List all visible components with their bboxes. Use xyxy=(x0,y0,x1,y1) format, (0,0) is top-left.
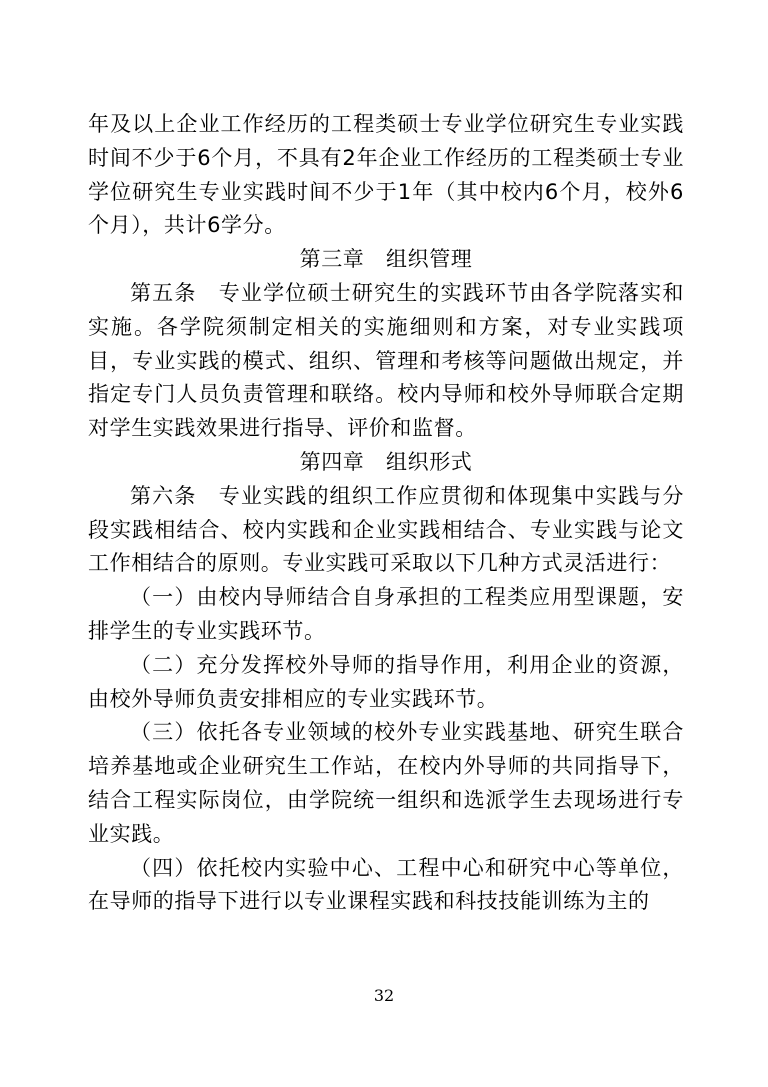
article-6-paragraph: 第六条 专业实践的组织工作应贯彻和体现集中实践与分段实践相结合、校内实践和企业实践相结合、专业实践与论文工作相结合的原则。专业实践可采取以下几种方式灵活进行： xyxy=(88,483,684,576)
document-body xyxy=(88,108,684,919)
article-5-paragraph: 第五条 专业学位硕士研究生的实践环节由各学院落实和实施。各学院须制定相关的实施细则和方案，对专业实践项目，专业实践的模式、组织、管理和考核等问题做出规定，并指定专门人员负责管理和联络。校内导师和校外导师联合定期对学生实践效果进行指导、评价和监督。 xyxy=(88,280,684,441)
list-item-2: （二）充分发挥校外导师的指导作用，利用企业的资源，由校外导师负责安排相应的专业实践环节。 xyxy=(88,652,684,711)
list-item-1: （一）由校内导师结合自身承担的工程类应用型课题，安排学生的专业实践环节。 xyxy=(88,585,684,643)
list-item-3: （三）依托各专业领域的校外专业实践基地、研究生联合培养基地或企业研究生工作站，在校内外导师的共同指导下，结合工程实际岗位，由学院统一组织和选派学生去现场进行专业实践。 xyxy=(88,720,684,846)
list-item-4: （四）依托校内实验中心、工程中心和研究中心等单位，在导师的指导下进行以专业课程实践和科技技能训练为主的 xyxy=(88,855,684,914)
page-number: 32 xyxy=(373,986,395,1005)
chapter-heading-4: 第四章 组织形式 xyxy=(299,449,473,474)
paragraph-continuation: 年及以上企业工作经历的工程类硕士专业学位研究生专业实践时间不少于6个月，不具有2年企业工作经历的工程类硕士专业学位研究生专业实践时间不少于1年（其中校内6个月，校外6个月），共计6学分。 xyxy=(88,112,684,238)
chapter-heading-3: 第三章 组织管理 xyxy=(299,247,473,272)
